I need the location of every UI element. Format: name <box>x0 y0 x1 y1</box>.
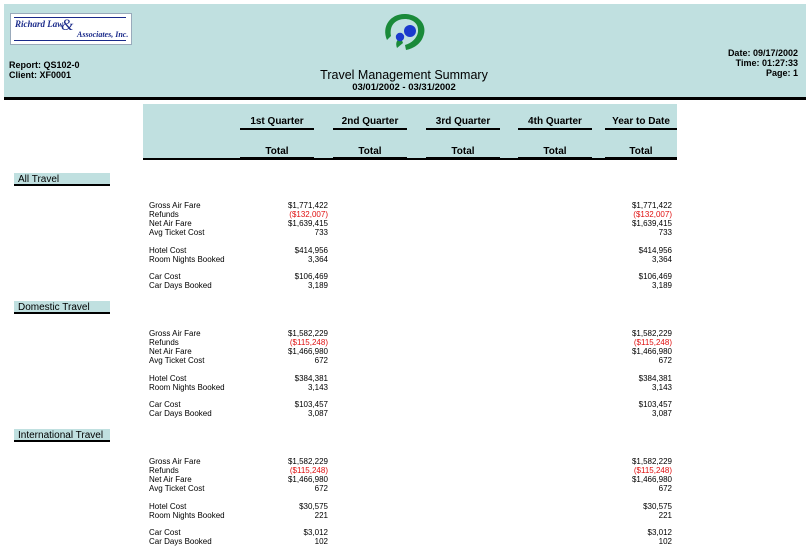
q1-value: 3,143 <box>307 383 328 392</box>
row-label: Hotel Cost <box>149 246 187 255</box>
ytd-value: 3,189 <box>651 281 672 290</box>
col-header-ytd: Year to Date <box>605 116 677 130</box>
ytd-value: $1,582,229 <box>631 457 672 466</box>
report-time: Time: 01:27:33 <box>735 58 798 68</box>
client-id: Client: XF0001 <box>9 70 72 80</box>
q1-value: ($115,248) <box>289 466 328 475</box>
q1-value: 672 <box>314 356 328 365</box>
table-row <box>0 338 806 347</box>
table-row <box>0 511 806 520</box>
company-name-line1: Richard Law <box>15 19 64 29</box>
ytd-value: 733 <box>658 228 672 237</box>
table-row <box>0 383 806 392</box>
q1-value: $103,457 <box>294 400 328 409</box>
ytd-value: $1,639,415 <box>631 219 672 228</box>
row-label: Refunds <box>149 210 179 219</box>
row-label: Car Cost <box>149 528 181 537</box>
q1-value: $30,575 <box>299 502 328 511</box>
q1-value: 3,189 <box>307 281 328 290</box>
report-info <box>9 60 80 80</box>
row-label: Car Cost <box>149 400 181 409</box>
q1-value: ($132,007) <box>289 210 328 219</box>
table-row <box>0 228 806 237</box>
q1-value: 221 <box>314 511 328 520</box>
table-row <box>0 537 806 546</box>
col-sub-q1: Total <box>240 146 314 159</box>
table-row <box>0 219 806 228</box>
ytd-value: $384,381 <box>638 374 672 383</box>
report-header <box>4 4 806 100</box>
ytd-value: 3,087 <box>651 409 672 418</box>
table-row <box>0 210 806 219</box>
report-id: Report: QS102-0 <box>9 60 80 70</box>
ytd-value: ($115,248) <box>633 338 672 347</box>
q1-value: $1,582,229 <box>287 457 328 466</box>
table-row <box>0 502 806 511</box>
row-label: Gross Air Fare <box>149 201 201 210</box>
q1-value: $1,466,980 <box>287 347 328 356</box>
ytd-value: ($115,248) <box>633 466 672 475</box>
row-label: Avg Ticket Cost <box>149 356 205 365</box>
ytd-value: $414,956 <box>638 246 672 255</box>
row-label: Car Days Booked <box>149 409 212 418</box>
row-label: Car Cost <box>149 272 181 281</box>
q1-value: 733 <box>314 228 328 237</box>
col-header-q2: 2nd Quarter <box>333 116 407 130</box>
table-row <box>0 281 806 290</box>
table-row <box>0 246 806 255</box>
column-header-band <box>143 104 677 160</box>
table-row <box>0 255 806 264</box>
col-sub-ytd: Total <box>605 146 677 159</box>
ytd-value: 3,143 <box>651 383 672 392</box>
row-label: Gross Air Fare <box>149 457 201 466</box>
row-label: Room Nights Booked <box>149 255 225 264</box>
travel-agency-logo-icon <box>379 10 429 54</box>
table-row <box>0 356 806 365</box>
col-sub-q3: Total <box>426 146 500 159</box>
row-label: Gross Air Fare <box>149 329 201 338</box>
q1-value: $1,771,422 <box>287 201 328 210</box>
q1-value: $384,381 <box>294 374 328 383</box>
q1-value: $106,469 <box>294 272 328 281</box>
table-row <box>0 466 806 475</box>
q1-value: 672 <box>314 484 328 493</box>
q1-value: $1,582,229 <box>287 329 328 338</box>
row-label: Avg Ticket Cost <box>149 484 205 493</box>
report-page: Page: 1 <box>765 68 798 78</box>
table-row <box>0 400 806 409</box>
ytd-value: 3,364 <box>651 255 672 264</box>
row-label: Car Days Booked <box>149 281 212 290</box>
report-date: Date: 09/17/2002 <box>727 48 798 58</box>
q1-value: 3,364 <box>307 255 328 264</box>
table-row <box>0 374 806 383</box>
row-label: Net Air Fare <box>149 219 192 228</box>
table-row <box>0 201 806 210</box>
table-row <box>0 484 806 493</box>
table-row <box>0 347 806 356</box>
col-sub-q4: Total <box>518 146 592 159</box>
col-header-q3: 3rd Quarter <box>426 116 500 130</box>
q1-value: ($115,248) <box>289 338 328 347</box>
company-logo <box>10 13 132 45</box>
row-label: Refunds <box>149 466 179 475</box>
row-label: Hotel Cost <box>149 374 187 383</box>
table-row <box>0 329 806 338</box>
ytd-value: $30,575 <box>643 502 672 511</box>
q1-value: $1,466,980 <box>287 475 328 484</box>
q1-value: 102 <box>314 537 328 546</box>
table-row <box>0 409 806 418</box>
ytd-value: $1,582,229 <box>631 329 672 338</box>
q1-value: $3,012 <box>303 528 328 537</box>
company-ampersand: & <box>61 17 74 34</box>
report-title <box>254 68 554 94</box>
ytd-value: $1,466,980 <box>631 475 672 484</box>
table-row <box>0 475 806 484</box>
ytd-value: 672 <box>658 356 672 365</box>
ytd-value: $103,457 <box>638 400 672 409</box>
col-header-q4: 4th Quarter <box>518 116 592 130</box>
ytd-value: $1,466,980 <box>631 347 672 356</box>
table-row <box>0 528 806 537</box>
report-meta <box>728 48 798 78</box>
table-row <box>0 272 806 281</box>
ytd-value: ($132,007) <box>633 210 672 219</box>
q1-value: $1,639,415 <box>287 219 328 228</box>
table-row <box>0 457 806 466</box>
section-title: International Travel <box>14 428 110 442</box>
ytd-value: 221 <box>658 511 672 520</box>
ytd-value: 672 <box>658 484 672 493</box>
row-label: Car Days Booked <box>149 537 212 546</box>
section-title: Domestic Travel <box>14 300 110 314</box>
row-label: Avg Ticket Cost <box>149 228 205 237</box>
col-header-q1: 1st Quarter <box>240 116 314 130</box>
row-label: Refunds <box>149 338 179 347</box>
q1-value: 3,087 <box>307 409 328 418</box>
ytd-value: $3,012 <box>647 528 672 537</box>
col-sub-q2: Total <box>333 146 407 159</box>
row-label: Room Nights Booked <box>149 383 225 392</box>
ytd-value: 102 <box>658 537 672 546</box>
section-title: All Travel <box>14 172 110 186</box>
company-name-line2: Associates, Inc. <box>77 30 129 39</box>
row-label: Hotel Cost <box>149 502 187 511</box>
q1-value: $414,956 <box>294 246 328 255</box>
report-date-range: 03/01/2002 - 03/31/2002 <box>352 82 456 93</box>
row-label: Net Air Fare <box>149 475 192 484</box>
ytd-value: $106,469 <box>638 272 672 281</box>
row-label: Room Nights Booked <box>149 511 225 520</box>
logo-rule-bottom <box>14 40 126 41</box>
ytd-value: $1,771,422 <box>631 201 672 210</box>
report-title-main: Travel Management Summary <box>320 68 488 82</box>
row-label: Net Air Fare <box>149 347 192 356</box>
